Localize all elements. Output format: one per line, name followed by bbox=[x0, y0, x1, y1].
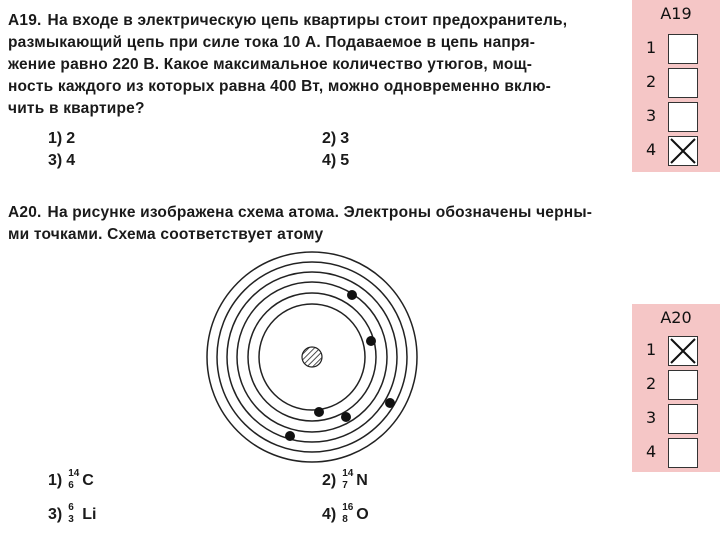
answer-a19-checkbox-4[interactable] bbox=[668, 136, 698, 166]
answer-a19-row-3: 3 bbox=[632, 102, 720, 132]
question-a20-line-1: A20. На рисунке изображена схема атома. Электроны обозначены черны- bbox=[8, 204, 593, 221]
a19-option-1: 1) 2 bbox=[48, 130, 76, 147]
electron-6 bbox=[285, 431, 295, 441]
answer-a20-checkbox-2[interactable] bbox=[668, 370, 698, 400]
answer-a19-row-1: 1 bbox=[632, 34, 720, 64]
a20-option-2-symbol: N bbox=[356, 472, 368, 489]
answer-a19-row-4: 4 bbox=[632, 136, 720, 166]
electron-3 bbox=[385, 398, 395, 408]
question-a19-line-1: A19. На входе в электрическую цепь квартиры стоит предохранитель, bbox=[8, 12, 568, 29]
a20-option-3-charge: 3 bbox=[68, 514, 74, 525]
electron-2 bbox=[366, 336, 376, 346]
answer-a20-row-2: 2 bbox=[632, 370, 720, 400]
a20-option-3-symbol: Li bbox=[82, 506, 97, 523]
a19-option-2: 2) 3 bbox=[322, 130, 350, 147]
answer-panel-a20 bbox=[632, 304, 720, 472]
answer-a20-checkbox-3[interactable] bbox=[668, 404, 698, 434]
a20-option-2: 2) 14 7 N bbox=[322, 468, 368, 491]
answer-a20-checkbox-1[interactable] bbox=[668, 336, 698, 366]
answer-panel-a19-title: A19 bbox=[660, 4, 692, 23]
answer-a20-checkbox-4[interactable] bbox=[668, 438, 698, 468]
electron-1 bbox=[347, 290, 357, 300]
question-a19-line-2: размыкающий цепь при силе тока 10 А. Подаваемое в цепь напря- bbox=[8, 34, 536, 51]
answer-a19-checkbox-3[interactable] bbox=[668, 102, 698, 132]
answer-a19-checkbox-1[interactable] bbox=[668, 34, 698, 64]
question-a19-line-3: жение равно 220 В. Какое максимальное количество утюгов, мощ- bbox=[8, 56, 533, 73]
a20-option-2-charge: 7 bbox=[342, 480, 348, 491]
a19-option-4: 4) 5 bbox=[322, 152, 350, 169]
a20-option-1: 1) 14 6 C bbox=[48, 468, 94, 491]
answer-a20-row-1: 1 bbox=[632, 336, 720, 366]
cross-mark-icon bbox=[669, 337, 697, 365]
question-a20-line-2: ми точками. Схема соответствует атому bbox=[8, 226, 324, 243]
answer-a19-checkbox-2[interactable] bbox=[668, 68, 698, 98]
atom-nucleus bbox=[302, 347, 322, 367]
answer-a19-row-2: 2 bbox=[632, 68, 720, 98]
question-a19-line-4: ность каждого из которых равна 400 Вт, можно одновременно вклю- bbox=[8, 78, 552, 95]
electron-5 bbox=[314, 407, 324, 417]
electron-4 bbox=[341, 412, 351, 422]
a20-option-1-charge: 6 bbox=[68, 480, 74, 491]
answer-panel-a20-title: A20 bbox=[660, 308, 692, 327]
a19-option-3: 3) 4 bbox=[48, 152, 76, 169]
a20-option-4-charge: 8 bbox=[342, 514, 348, 525]
a20-option-2-mass: 14 bbox=[342, 468, 354, 479]
a20-option-1-symbol: C bbox=[82, 472, 94, 489]
answer-a20-row-4: 4 bbox=[632, 438, 720, 468]
answer-panel-a19 bbox=[632, 0, 720, 172]
question-a19-line-5: чить в квартире? bbox=[8, 100, 145, 117]
cross-mark-icon bbox=[669, 137, 697, 165]
a20-option-4-symbol: O bbox=[356, 506, 369, 523]
question-a19-number: A19. bbox=[8, 12, 42, 29]
a20-option-3: 3) 6 3 Li bbox=[48, 502, 97, 525]
a20-option-3-mass: 6 bbox=[68, 502, 74, 513]
a20-option-4: 4) 16 8 O bbox=[322, 502, 369, 525]
question-a20-number: A20. bbox=[8, 204, 42, 221]
answer-a20-row-3: 3 bbox=[632, 404, 720, 434]
a20-option-1-mass: 14 bbox=[68, 468, 80, 479]
a20-option-4-mass: 16 bbox=[342, 502, 354, 513]
